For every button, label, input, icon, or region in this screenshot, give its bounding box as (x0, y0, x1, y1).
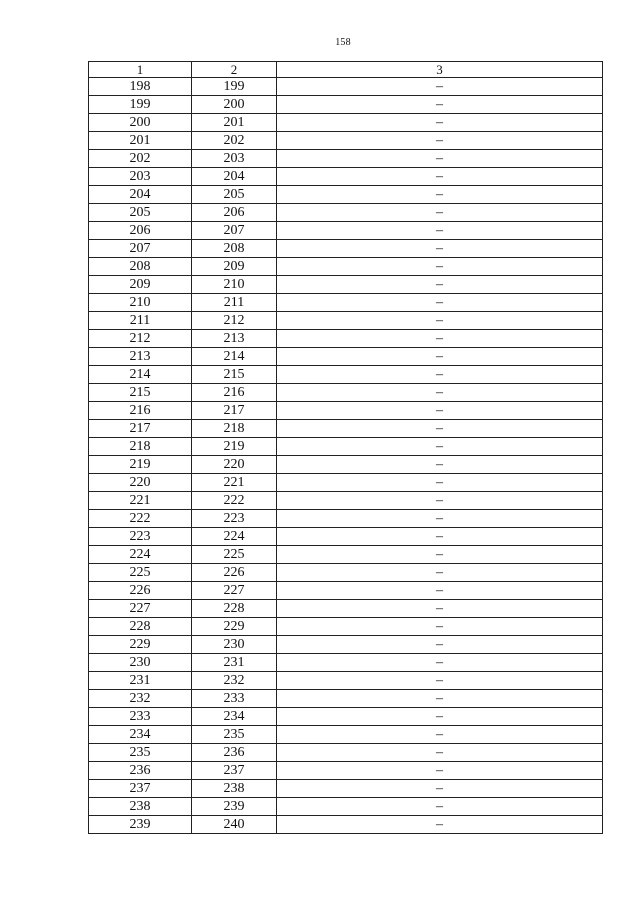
table-cell-col-3: – (277, 582, 603, 600)
table-cell-col-3: – (277, 150, 603, 168)
table-cell-col-3: – (277, 132, 603, 150)
table-cell-col-1: 212 (89, 330, 192, 348)
table-row (89, 420, 603, 438)
table-cell-col-3: – (277, 204, 603, 222)
table-row (89, 744, 603, 762)
table-row (89, 258, 603, 276)
table-cell-col-3: – (277, 240, 603, 258)
table-cell-col-2: 202 (192, 132, 277, 150)
table-cell-col-3: – (277, 708, 603, 726)
table-cell-col-2: 226 (192, 564, 277, 582)
table-cell-col-1: 237 (89, 780, 192, 798)
table-cell-col-3: – (277, 510, 603, 528)
table-row (89, 672, 603, 690)
table-cell-col-1: 198 (89, 78, 192, 96)
header-cell-3: 3 (277, 62, 603, 78)
table-row (89, 204, 603, 222)
table-cell-col-2: 209 (192, 258, 277, 276)
table-cell-col-2: 216 (192, 384, 277, 402)
table-row (89, 312, 603, 330)
table-cell-col-3: – (277, 78, 603, 96)
table-row (89, 78, 603, 96)
table-cell-col-3: – (277, 726, 603, 744)
table-row (89, 762, 603, 780)
table-cell-col-1: 232 (89, 690, 192, 708)
table-row (89, 474, 603, 492)
table-row (89, 726, 603, 744)
table-row (89, 348, 603, 366)
table-cell-col-2: 236 (192, 744, 277, 762)
table-cell-col-3: – (277, 312, 603, 330)
table-cell-col-3: – (277, 114, 603, 132)
table-row (89, 276, 603, 294)
table-cell-col-2: 231 (192, 654, 277, 672)
table-row (89, 636, 603, 654)
table-cell-col-3: – (277, 276, 603, 294)
table-cell-col-1: 221 (89, 492, 192, 510)
table-cell-col-1: 209 (89, 276, 192, 294)
table-cell-col-3: – (277, 366, 603, 384)
table-cell-col-2: 240 (192, 816, 277, 834)
table-cell-col-3: – (277, 618, 603, 636)
table-cell-col-1: 230 (89, 654, 192, 672)
table-row (89, 816, 603, 834)
table-cell-col-2: 201 (192, 114, 277, 132)
table-cell-col-1: 239 (89, 816, 192, 834)
header-cell-1: 1 (89, 62, 192, 78)
table-cell-col-3: – (277, 294, 603, 312)
table-cell-col-1: 234 (89, 726, 192, 744)
table-row (89, 528, 603, 546)
table-cell-col-3: – (277, 816, 603, 834)
table-row (89, 330, 603, 348)
table-cell-col-2: 237 (192, 762, 277, 780)
table-cell-col-3: – (277, 636, 603, 654)
table-cell-col-1: 204 (89, 186, 192, 204)
table-cell-col-2: 229 (192, 618, 277, 636)
table-cell-col-2: 219 (192, 438, 277, 456)
table-cell-col-1: 211 (89, 312, 192, 330)
table-row (89, 582, 603, 600)
table-cell-col-3: – (277, 186, 603, 204)
table-cell-col-2: 234 (192, 708, 277, 726)
table-row (89, 492, 603, 510)
table-cell-col-3: – (277, 762, 603, 780)
table-cell-col-2: 203 (192, 150, 277, 168)
table-cell-col-3: – (277, 474, 603, 492)
table-cell-col-2: 206 (192, 204, 277, 222)
table-cell-col-3: – (277, 168, 603, 186)
table-cell-col-1: 202 (89, 150, 192, 168)
table-cell-col-2: 218 (192, 420, 277, 438)
table-cell-col-1: 222 (89, 510, 192, 528)
table-cell-col-2: 222 (192, 492, 277, 510)
table-cell-col-3: – (277, 690, 603, 708)
table-cell-col-3: – (277, 222, 603, 240)
table-cell-col-1: 200 (89, 114, 192, 132)
table-row (89, 780, 603, 798)
header-cell-2: 2 (192, 62, 277, 78)
table-cell-col-1: 210 (89, 294, 192, 312)
table-row (89, 240, 603, 258)
table-cell-col-1: 206 (89, 222, 192, 240)
table-cell-col-2: 205 (192, 186, 277, 204)
table-cell-col-1: 231 (89, 672, 192, 690)
table-row (89, 96, 603, 114)
table-cell-col-3: – (277, 798, 603, 816)
table-cell-col-2: 227 (192, 582, 277, 600)
table-row (89, 510, 603, 528)
table-cell-col-2: 239 (192, 798, 277, 816)
table-cell-col-3: – (277, 330, 603, 348)
table-cell-col-1: 203 (89, 168, 192, 186)
table-cell-col-1: 235 (89, 744, 192, 762)
table-cell-col-3: – (277, 528, 603, 546)
table-cell-col-2: 223 (192, 510, 277, 528)
table-cell-col-2: 204 (192, 168, 277, 186)
table-cell-col-1: 233 (89, 708, 192, 726)
table-cell-col-2: 224 (192, 528, 277, 546)
table-cell-col-1: 218 (89, 438, 192, 456)
table-row (89, 438, 603, 456)
table-cell-col-2: 199 (192, 78, 277, 96)
table-cell-col-2: 232 (192, 672, 277, 690)
table-cell-col-3: – (277, 600, 603, 618)
table-cell-col-2: 228 (192, 600, 277, 618)
table-cell-col-2: 210 (192, 276, 277, 294)
table-cell-col-1: 208 (89, 258, 192, 276)
table-cell-col-1: 201 (89, 132, 192, 150)
table-cell-col-3: – (277, 672, 603, 690)
table-cell-col-2: 200 (192, 96, 277, 114)
table-cell-col-2: 220 (192, 456, 277, 474)
table-cell-col-2: 208 (192, 240, 277, 258)
page-number: 158 (335, 37, 351, 48)
table-cell-col-1: 219 (89, 456, 192, 474)
table-cell-col-1: 236 (89, 762, 192, 780)
table-row (89, 708, 603, 726)
table-body (89, 78, 603, 834)
table-row (89, 114, 603, 132)
table-cell-col-3: – (277, 546, 603, 564)
table-row (89, 798, 603, 816)
table-cell-col-3: – (277, 456, 603, 474)
table-cell-col-2: 225 (192, 546, 277, 564)
table-cell-col-1: 229 (89, 636, 192, 654)
table-row (89, 168, 603, 186)
table-cell-col-2: 215 (192, 366, 277, 384)
table-row (89, 294, 603, 312)
table-cell-col-2: 221 (192, 474, 277, 492)
table-row (89, 546, 603, 564)
table-cell-col-3: – (277, 348, 603, 366)
table-cell-col-3: – (277, 420, 603, 438)
table-cell-col-3: – (277, 438, 603, 456)
table-cell-col-1: 215 (89, 384, 192, 402)
table-cell-col-1: 216 (89, 402, 192, 420)
table-cell-col-1: 220 (89, 474, 192, 492)
table-cell-col-2: 214 (192, 348, 277, 366)
table-row (89, 222, 603, 240)
table-cell-col-3: – (277, 384, 603, 402)
table-row (89, 366, 603, 384)
table-cell-col-3: – (277, 744, 603, 762)
table-cell-col-2: 230 (192, 636, 277, 654)
table-cell-col-1: 199 (89, 96, 192, 114)
table-cell-col-1: 214 (89, 366, 192, 384)
table-row (89, 384, 603, 402)
table-cell-col-1: 238 (89, 798, 192, 816)
table-cell-col-3: – (277, 654, 603, 672)
table-cell-col-1: 223 (89, 528, 192, 546)
table-header (89, 62, 603, 78)
table-cell-col-2: 233 (192, 690, 277, 708)
table-cell-col-1: 227 (89, 600, 192, 618)
table-cell-col-2: 212 (192, 312, 277, 330)
table-row (89, 402, 603, 420)
table-row (89, 150, 603, 168)
table-cell-col-3: – (277, 402, 603, 420)
table-row (89, 564, 603, 582)
table-cell-col-3: – (277, 258, 603, 276)
table-row (89, 654, 603, 672)
header-row (89, 62, 603, 78)
table-cell-col-3: – (277, 492, 603, 510)
table-cell-col-1: 226 (89, 582, 192, 600)
table-cell-col-2: 211 (192, 294, 277, 312)
table-cell-col-1: 205 (89, 204, 192, 222)
table-cell-col-3: – (277, 564, 603, 582)
table-cell-col-2: 213 (192, 330, 277, 348)
table-cell-col-1: 217 (89, 420, 192, 438)
table-cell-col-1: 225 (89, 564, 192, 582)
table-cell-col-2: 217 (192, 402, 277, 420)
table-cell-col-3: – (277, 96, 603, 114)
table-row (89, 456, 603, 474)
table-cell-col-2: 207 (192, 222, 277, 240)
table-cell-col-2: 238 (192, 780, 277, 798)
table-cell-col-1: 213 (89, 348, 192, 366)
table-row (89, 690, 603, 708)
table-cell-col-1: 228 (89, 618, 192, 636)
table-row (89, 600, 603, 618)
table-cell-col-2: 235 (192, 726, 277, 744)
data-table (88, 61, 603, 834)
table-row (89, 132, 603, 150)
table-cell-col-3: – (277, 780, 603, 798)
table-cell-col-1: 207 (89, 240, 192, 258)
table-row (89, 186, 603, 204)
table-row (89, 618, 603, 636)
table-cell-col-1: 224 (89, 546, 192, 564)
